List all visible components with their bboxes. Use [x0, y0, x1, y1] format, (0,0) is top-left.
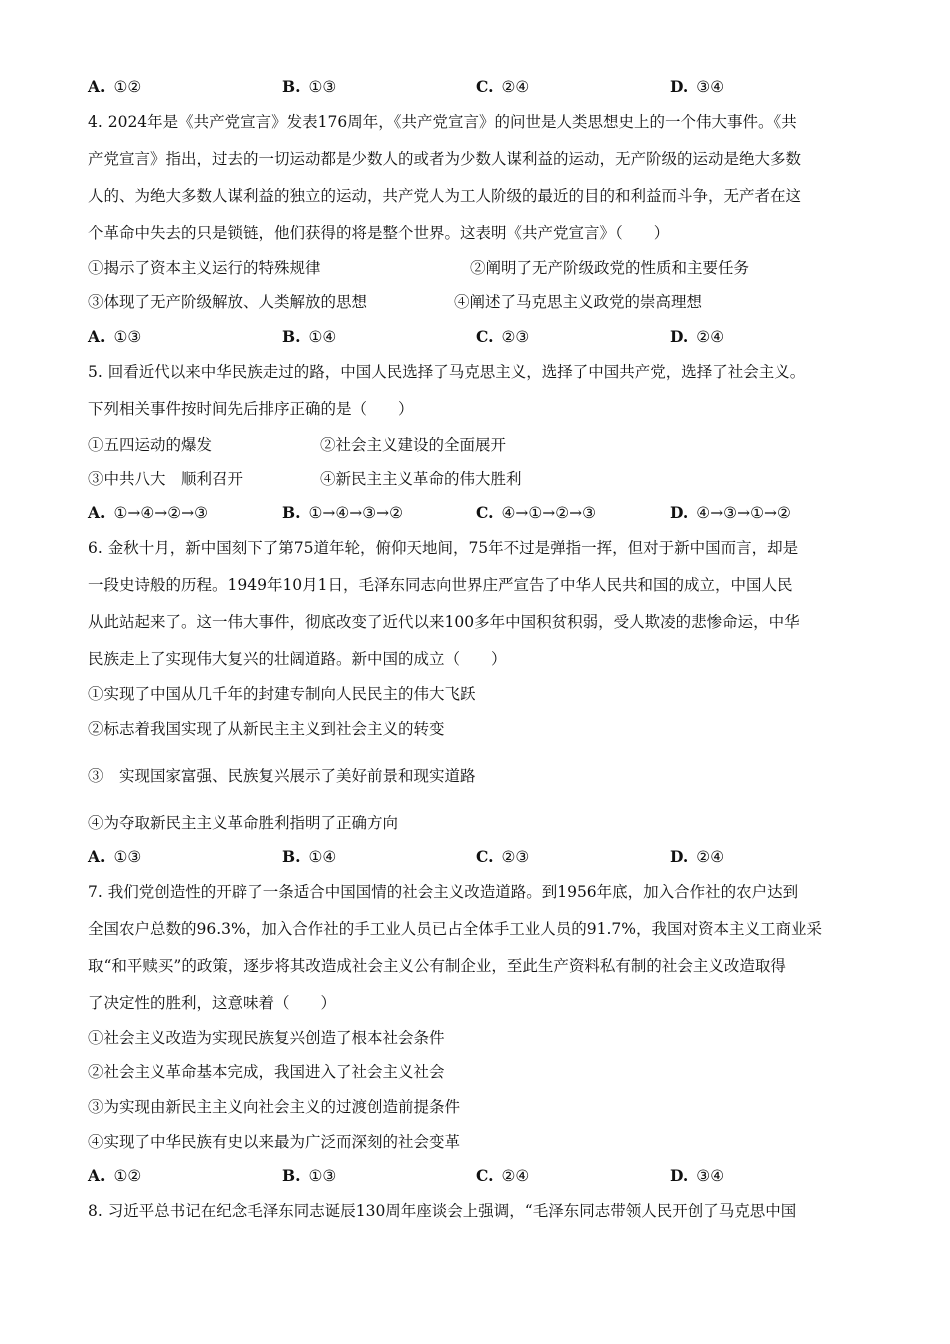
q4-stem-line: 4. 2024年是《共产党宣言》发表176周年，《共产党宣言》的问世是人类思想史上的一个伟大事件。《共 [88, 113, 797, 131]
q4-stem-line: 个革命中失去的只是锁链，他们获得的将是整个世界。这表明《共产党宣言》（ ） [88, 224, 670, 242]
q5-statement-3: ③中共八大 顺利召开 [88, 470, 244, 488]
q5-statement-2: ②社会主义建设的全面展开 [320, 436, 507, 454]
q5-option-d[interactable]: D. ④→③→①→② [670, 503, 791, 522]
q4-stem-line: 人的、为绝大多数人谋利益的独立的运动，共产党人为工人阶级的最近的目的和利益而斗争，无产者在这 [88, 187, 802, 205]
q6-stem-line: 6. 金秋十月，新中国刻下了第75道年轮，俯仰天地间，75年不过是弹指一挥，但对于新中国而言，却是 [88, 539, 799, 557]
q6-statement-4: ④为夺取新民主主义革命胜利指明了正确方向 [88, 814, 399, 832]
q6-option-a[interactable]: A. ①③ [88, 847, 142, 866]
q3-option-d[interactable]: D. ③④ [670, 77, 725, 96]
q7-stem-line: 7. 我们党创造性的开辟了一条适合中国国情的社会主义改造道路。到1956年底，加入合作社的农户达到 [88, 883, 799, 901]
q7-option-a[interactable]: A. ①② [88, 1166, 142, 1185]
q6-stem-line: 从此站起来了。这一伟大事件，彻底改变了近代以来100多年中国积贫积弱，受人欺凌的悲惨命运，中华 [88, 613, 800, 631]
q4-statement-1: ①揭示了资本主义运行的特殊规律 [88, 259, 321, 277]
q7-stem-line: 全国农户总数的96.3%，加入合作社的手工业人员已占全体手工业人员的91.7%，我国对资本主义工商业采 [88, 920, 822, 938]
q4-statement-3: ③体现了无产阶级解放、人类解放的思想 [88, 293, 368, 311]
q7-option-c[interactable]: C. ②④ [476, 1166, 530, 1185]
q4-option-c[interactable]: C. ②③ [476, 327, 530, 346]
q4-statement-4: ④阐述了马克思主义政党的崇高理想 [454, 293, 703, 311]
q3-option-b[interactable]: B. ①③ [282, 77, 337, 96]
q4-statement-2: ②阐明了无产阶级政党的性质和主要任务 [470, 259, 750, 277]
q6-statement-1: ①实现了中国从几千年的封建专制向人民民主的伟大飞跃 [88, 685, 476, 703]
q4-option-a[interactable]: A. ①③ [88, 327, 142, 346]
q6-statement-3: ③ 实现国家富强、民族复兴展示了美好前景和现实道路 [88, 767, 476, 785]
q5-stem-line: 下列相关事件按时间先后排序正确的是（ ） [88, 400, 414, 418]
q4-option-b[interactable]: B. ①④ [282, 327, 337, 346]
q5-option-c[interactable]: C. ④→①→②→③ [476, 503, 597, 522]
q7-option-b[interactable]: B. ①③ [282, 1166, 337, 1185]
q6-option-c[interactable]: C. ②③ [476, 847, 530, 866]
q6-stem-line: 一段史诗般的历程。1949年10月1日，毛泽东同志向世界庄严宣告了中华人民共和国的成立，中国人民 [88, 576, 793, 594]
q5-statement-4: ④新民主主义革命的伟大胜利 [320, 470, 522, 488]
q7-stem-line: 了决定性的胜利，这意味着（ ） [88, 994, 337, 1012]
q7-statement-2: ②社会主义革命基本完成，我国进入了社会主义社会 [88, 1063, 445, 1081]
q5-option-a[interactable]: A. ①→④→②→③ [88, 503, 208, 522]
q7-statement-3: ③为实现由新民主主义向社会主义的过渡创造前提条件 [88, 1098, 461, 1116]
q5-statement-1: ①五四运动的爆发 [88, 436, 213, 454]
q4-stem-line: 产党宣言》指出，过去的一切运动都是少数人的或者为少数人谋利益的运动，无产阶级的运动是绝大多数 [88, 150, 802, 168]
q6-statement-2: ②标志着我国实现了从新民主主义到社会主义的转变 [88, 720, 445, 738]
q6-option-d[interactable]: D. ②④ [670, 847, 725, 866]
q7-statement-4: ④实现了中华民族有史以来最为广泛而深刻的社会变革 [88, 1133, 461, 1151]
q7-option-d[interactable]: D. ③④ [670, 1166, 725, 1185]
q6-option-b[interactable]: B. ①④ [282, 847, 337, 866]
q5-stem-line: 5. 回看近代以来中华民族走过的路，中国人民选择了马克思主义，选择了中国共产党，选择了社会主义。 [88, 363, 806, 381]
q3-option-c[interactable]: C. ②④ [476, 77, 530, 96]
q7-stem-line: 取“和平赎买”的政策，逐步将其改造成社会主义公有制企业，至此生产资料私有制的社会主义改造取得 [88, 957, 786, 975]
q3-option-a[interactable]: A. ①② [88, 77, 142, 96]
q7-statement-1: ①社会主义改造为实现民族复兴创造了根本社会条件 [88, 1029, 445, 1047]
q4-option-d[interactable]: D. ②④ [670, 327, 725, 346]
q5-option-b[interactable]: B. ①→④→③→② [282, 503, 404, 522]
q6-stem-line: 民族走上了实现伟大复兴的壮阔道路。新中国的成立（ ） [88, 650, 507, 668]
q8-stem-line: 8. 习近平总书记在纪念毛泽东同志诞辰130周年座谈会上强调，“毛泽东同志带领人民开创了马克思中国 [88, 1202, 797, 1220]
